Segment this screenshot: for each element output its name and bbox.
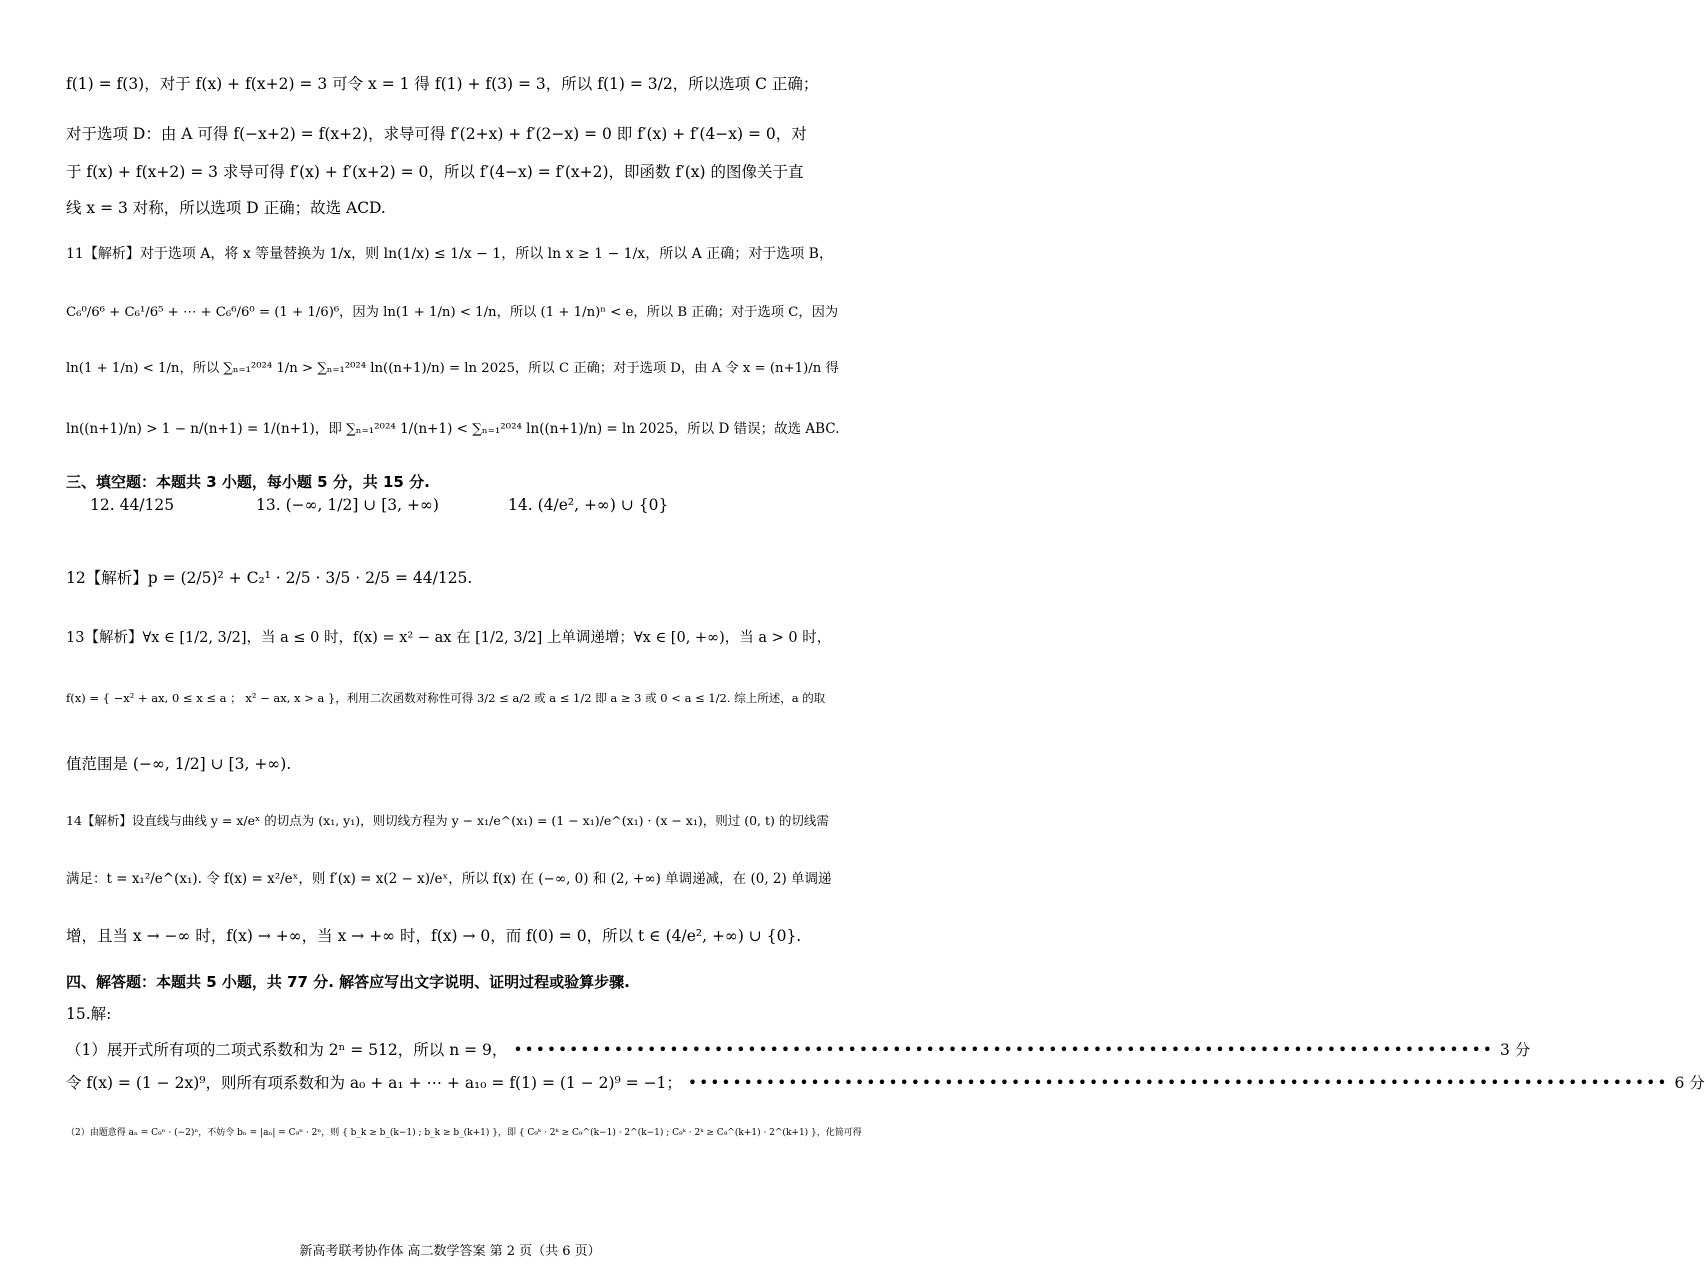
- solution-13: 值范围是 (−∞, 1/2] ∪ [3, +∞).: [66, 755, 292, 773]
- step-text: （1）展开式所有项的二项式系数和为 2ⁿ = 512，所以 n = 9，: [66, 1041, 508, 1059]
- text-line: C₆⁰/6⁶ + C₆¹/6⁵ + ⋯ + C₆⁶/6⁰ = (1 + 1/6)⁶，因为 ln(1 + 1/n) < 1/n，所以 (1 + 1/n)ⁿ < e，所以 B 正确；对于选项 C，因为: [66, 305, 839, 320]
- step-text: 令 f(x) = (1 − 2x)⁹，则所有项系数和为 a₀ + a₁ + ⋯ + a₁₀ = f(1) = (1 − 2)⁹ = −1；: [66, 1074, 682, 1092]
- solution-15-part2: （2）由题意得 aₙ = C₉ⁿ · (−2)ⁿ，不妨令 bₙ = |aₙ| = C₉ⁿ · 2ⁿ，则 { b_k ≥ b_(k−1) ; b_k ≥ b_(k+1) }，即 { C₉ᵏ · 2ᵏ ≥ C₉^(k−1) · 2^(k−1) ; C₉ᵏ · 2ᵏ ≥ C₉^(k+1) · 2^(k+1) }，化简可得: [66, 1128, 862, 1138]
- solution-15-part1: [66, 1040, 1531, 1062]
- solution-15-part1: [66, 1073, 1705, 1095]
- answer-13: 13. (−∞, 1/2] ∪ [3, +∞): [256, 496, 439, 514]
- text-line: f(1) = f(3)，对于 f(x) + f(x+2) = 3 可令 x = 1 得 f(1) + f(3) = 3，所以 f(1) = 3/2，所以选项 C 正确；: [66, 75, 819, 93]
- text-line: 线 x = 3 对称，所以选项 D 正确；故选 ACD.: [66, 199, 386, 217]
- question-number: 15.解:: [66, 1005, 112, 1023]
- score-label: 3 分: [1499, 1041, 1531, 1059]
- solution-14: 满足：t = x₁²/e^(x₁). 令 f(x) = x²/eˣ，则 f′(x) = x(2 − x)/eˣ，所以 f(x) 在 (−∞, 0) 和 (2, +∞) 单调递减，在 (0, 2) 单调递: [66, 871, 832, 887]
- solution-14: 增，且当 x → −∞ 时，f(x) → +∞，当 x → +∞ 时，f(x) → 0，而 f(0) = 0，所以 t ∈ (4/e², +∞) ∪ {0}.: [66, 927, 802, 945]
- score-label: 6 分: [1674, 1074, 1705, 1092]
- answer-key: [90, 496, 840, 556]
- solution-12: 12【解析】p = (2/5)² + C₂¹ · 2/5 · 3/5 · 2/5 = 44/125.: [66, 569, 473, 587]
- text-line: 于 f(x) + f(x+2) = 3 求导可得 f′(x) + f′(x+2) = 0，所以 f′(4−x) = f′(x+2)，即函数 f′(x) 的图像关于直: [66, 163, 804, 181]
- text-line: ln((n+1)/n) > 1 − n/(n+1) = 1/(n+1)，即 ∑ₙ₌₁²⁰²⁴ 1/(n+1) < ∑ₙ₌₁²⁰²⁴ ln((n+1)/n) = ln 2025，所以 D 错误；故选 ABC.: [66, 421, 840, 437]
- section-heading: 四、解答题：本题共 5 小题，共 77 分. 解答应写出文字说明、证明过程或验算步骤.: [66, 973, 630, 991]
- solution-13: f(x) = { −x² + ax, 0 ≤ x ≤ a ； x² − ax, x > a }，利用二次函数对称性可得 3/2 ≤ a/2 或 a ≤ 1/2 即 a ≥ 3 或 0 < a ≤ 1/2. 综上所述，a 的取: [66, 691, 826, 705]
- page-footer: 新高考联考协作体 高二数学答案 第 2 页（共 6 页）: [299, 1244, 601, 1259]
- text-line: 11【解析】对于选项 A，将 x 等量替换为 1/x，则 ln(1/x) ≤ 1/x − 1，所以 ln x ≥ 1 − 1/x，所以 A 正确；对于选项 B，: [66, 246, 833, 262]
- answer-12: 12. 44/125: [90, 496, 175, 514]
- section-heading: 三、填空题：本题共 3 小题，每小题 5 分，共 15 分.: [66, 473, 430, 491]
- dot-leader: ••••••••••••••••••••••••••••••••••••••••••••••••••••••••••••••••••••••••••••••••••••••••: [513, 1041, 1494, 1059]
- text-line: ln(1 + 1/n) < 1/n，所以 ∑ₙ₌₁²⁰²⁴ 1/n > ∑ₙ₌₁²⁰²⁴ ln((n+1)/n) = ln 2025，所以 C 正确；对于选项 D，由 A 令 x = (n+1)/n 得: [66, 361, 839, 376]
- solution-14: 14【解析】设直线与曲线 y = x/eˣ 的切点为 (x₁, y₁)，则切线方程为 y − x₁/e^(x₁) = (1 − x₁)/e^(x₁) · (x − x₁)，则过 (0, t) 的切线需: [66, 813, 829, 828]
- text-line: 对于选项 D：由 A 可得 f(−x+2) = f(x+2)，求导可得 f′(2+x) + f′(2−x) = 0 即 f′(x) + f′(4−x) = 0，对: [66, 125, 807, 143]
- answer-14: 14. (4/e², +∞) ∪ {0}: [508, 496, 669, 514]
- dot-leader: ••••••••••••••••••••••••••••••••••••••••••••••••••••••••••••••••••••••••••••••••••••••••: [687, 1074, 1669, 1092]
- solution-13: 13【解析】∀x ∈ [1/2, 3/2]，当 a ≤ 0 时，f(x) = x² − ax 在 [1/2, 3/2] 上单调递增；∀x ∈ [0, +∞)，当 a > 0 时，: [66, 630, 832, 646]
